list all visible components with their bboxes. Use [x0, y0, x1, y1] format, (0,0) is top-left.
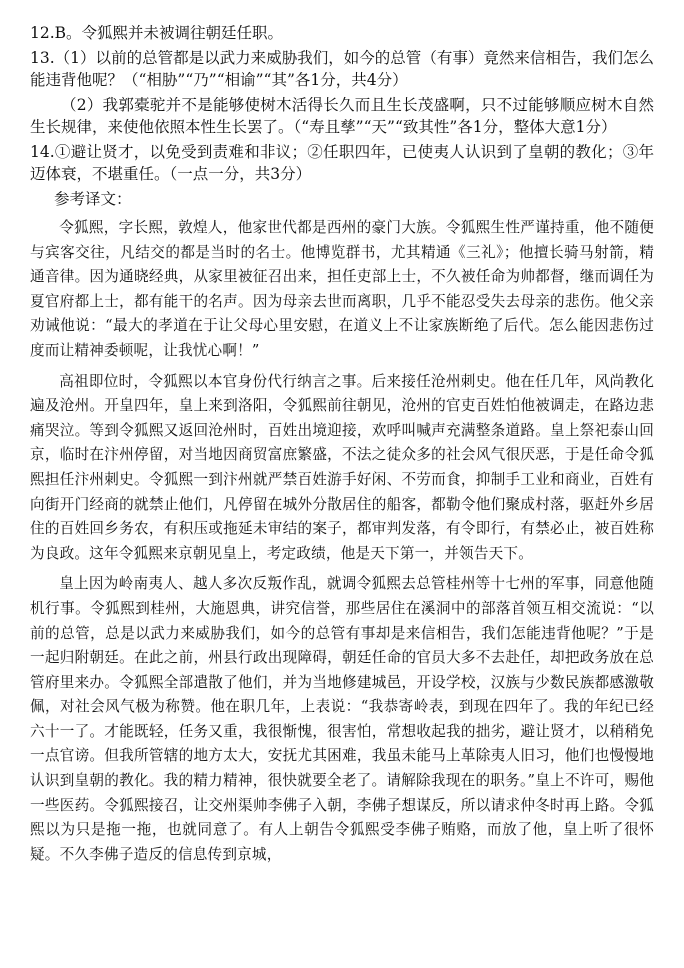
answer-12: 12.B。令狐熙并未被调往朝廷任职。: [30, 24, 284, 42]
answer-13-1: 13.（1）以前的总管都是以武力来威胁我们，如今的总管（有事）竟然来信相告，我们怎么能违背他呢？（“相胁”“乃”“相谕”“其”各1分，共4分）: [30, 49, 654, 89]
translation-heading: 参考译文：: [54, 190, 132, 208]
translation-paragraph-2: 高祖即位时，令狐熙以本官身份代行纳言之事。后来接任沧州刺史。他在任几年，风尚教化遍及沧州。开皇四年，皇上来到洛阳，令狐熙前往朝见，沧州的官吏百姓怕他被调走，在路边悲痛哭泣。等到令狐熙又返回沧州时，百姓出境迎接，欢呼叫喊声充满整条道路。皇上祭祀泰山回京，临时在汴州停留，对当地因商贸富庶繁盛，不法之徒众多的社会风气很厌恶，于是任命令狐熙担任汴州刺史。令狐熙一到汴州就严禁百姓游手好闲、不劳而食，抑制手工业和商业，百姓有向街开门经商的就禁止他们，凡停留在城外分散居住的船客，都勒令他们聚成村落，驱赶外乡居住的百姓回乡务农，有积压或拖延未审结的案子，都审判发落，有令即行，有禁必止，被百姓称为良政。这年令狐熙来京朝见皇上，考定政绩，他是天下第一，并领告天下。: [30, 372, 654, 562]
answer-13-2: （2）我郭橐驼并不是能够使树木活得长久而且生长茂盛啊，只不过能够顺应树木自然生长规律，来使他依照本性生长罢了。（“寿且孳”“天”“致其性”各1分，整体大意1分）: [30, 96, 654, 136]
answer-14: 14.①避让贤才，以免受到责难和非议；②任职四年，已使夷人认识到了皇朝的教化；③年迈体衰，不堪重任。（一点一分，共3分）: [30, 143, 654, 183]
translation-paragraph-1: 令狐熙，字长熙，敦煌人，他家世代都是西州的豪门大族。令狐熙生性严谨持重，他不随便与宾客交往，凡结交的都是当时的名士。他博览群书，尤其精通《三礼》；他擅长骑马射箭，精通音律。因为通晓经典，从家里被征召出来，担任吏部上士，不久被任命为帅都督，继而调任为夏官府都上士，都有能干的名声。因为母亲去世而离职，几乎不能忍受失去母亲的悲伤。他父亲劝诫他说：“最大的孝道在于让父母心里安慰，在道义上不让家族断绝了后代。怎么能因悲伤过度而让精神委顿呢，让我忧心啊！”: [30, 219, 654, 359]
translation-paragraph-3: 皇上因为岭南夷人、越人多次反叛作乱，就调令狐熙去总管桂州等十七州的军事，同意他随机行事。令狐熙到桂州，大施恩典，讲究信誉，那些居住在溪洞中的部落首领互相交流说：“以前的总管，总是以武力来威胁我们，如今的总管有事却是来信相告，我们怎能违背他呢？”于是一起归附朝廷。在此之前，州县行政出现障碍，朝廷任命的官员大多不去赴任，却把政务放在总管府里来办。令狐熙全部遣散了他们，并为当地修建城邑，开设学校，汉族与少数民族都感激敬佩，对社会风气极为称赞。他在职几年，上表说：“我恭寄岭表，到现在四年了。我的年纪已经六十一了。才能既轻，任务又重，我很惭愧，很害怕，常想收起我的拙劣，避让贤才，以稍稍免一点官谤。但我所管辖的地方太大，安抚尤其困难，我虽未能马上革除夷人旧习，他们也慢慢地认识到皇朝的教化。我的精力精神，很快就要全老了。请解除我现在的职务。”皇上不许可，赐他一些医药。令狐熙接召，让交州渠帅李佛子入朝，李佛子想谋反，所以请求仲冬时再上路。令狐熙以为只是拖一拖，也就同意了。有人上朝告令狐熙受李佛子贿赂，而放了他，皇上听了很怀疑。不久李佛子造反的信息传到京城，: [30, 575, 654, 863]
